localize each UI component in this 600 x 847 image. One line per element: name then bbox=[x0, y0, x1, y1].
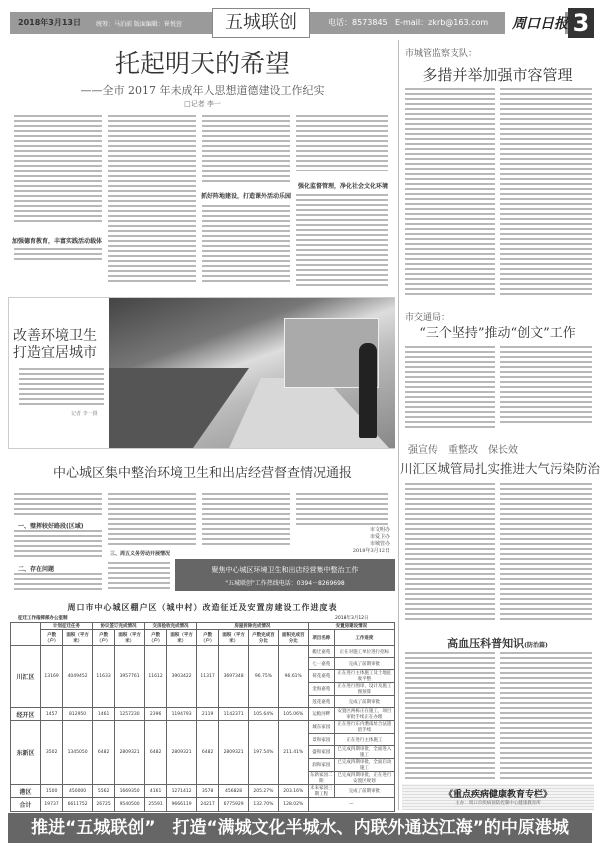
section-title: 五城联创 bbox=[212, 8, 310, 38]
value-cell: 11633 bbox=[93, 646, 115, 708]
value-cell: 4049452 bbox=[63, 646, 93, 708]
value-cell: 6775929 bbox=[219, 798, 249, 812]
subhead: 抓好阵地建设，打造课外活动乐园 bbox=[201, 193, 292, 200]
project-cell: 未来家园三期工程 bbox=[310, 786, 333, 797]
newspaper-logo: 周口日报 bbox=[512, 16, 568, 32]
health-title: 高血压科普知识 bbox=[447, 637, 525, 650]
article-body-text bbox=[500, 652, 592, 780]
progress-cell: 正在进行东内漕南址合法遗留手续 bbox=[334, 721, 394, 734]
project-cell: 运粮河畔 bbox=[308, 708, 334, 721]
value-cell: 6482 bbox=[93, 721, 115, 785]
health-headline bbox=[400, 635, 595, 651]
value-cell: 24217 bbox=[197, 798, 219, 812]
column-header: 户数（户） bbox=[93, 630, 115, 646]
photo-title-line: 改善环境卫生 bbox=[13, 328, 97, 344]
value-cell: 25591 bbox=[145, 798, 167, 812]
value-cell: 11317 bbox=[197, 646, 219, 708]
column-header: 面积（平方米） bbox=[63, 630, 93, 646]
value-cell: 2809321 bbox=[115, 721, 145, 785]
editors: 统筹：马泊前 版面编辑：崔悦萱 bbox=[96, 21, 182, 28]
value-cell: 205.27% bbox=[249, 785, 279, 798]
article-body-text bbox=[405, 652, 495, 780]
project-cell: 金海嘉苑 bbox=[308, 683, 334, 696]
column-header: 户数（户） bbox=[41, 630, 63, 646]
article-body-text bbox=[500, 483, 592, 621]
column-header: 项目名称 bbox=[308, 630, 334, 646]
value-cell: 1457 bbox=[41, 708, 63, 721]
article-body-text bbox=[405, 346, 495, 428]
article-body-text bbox=[405, 88, 495, 298]
subhead: 三、周五义务劳动开展情况 bbox=[110, 551, 171, 557]
value-cell: 13169 bbox=[41, 646, 63, 708]
byline: □记者 李一 bbox=[184, 100, 221, 108]
project-cell: 搬迁嘉苑 bbox=[308, 646, 334, 658]
subhead: 一、璧挥较好路段(区域) bbox=[18, 523, 84, 530]
signer: 市城管办 bbox=[369, 541, 390, 547]
photo-title bbox=[13, 328, 108, 362]
article-body-text bbox=[296, 194, 388, 289]
column-title: 《重点疾病健康教育专栏》 bbox=[443, 790, 552, 800]
value-cell: 9540500 bbox=[115, 798, 145, 812]
column-sponsor: 主办：周口市疾病预防控制中心健康教育所 bbox=[455, 801, 541, 806]
value-cell: 456828 bbox=[219, 785, 249, 798]
email: E-mail：zkrb@163.com bbox=[395, 18, 489, 27]
column-header: 工作进度 bbox=[334, 630, 394, 646]
column-header: 面积（平方米） bbox=[115, 630, 145, 646]
value-cell: 9666119 bbox=[167, 798, 197, 812]
article-kicker: 市交通局： bbox=[405, 313, 451, 323]
group-header: 安置房建设情况 bbox=[308, 623, 394, 630]
article-body-text bbox=[14, 115, 102, 225]
value-cell: 105.06% bbox=[278, 708, 308, 721]
table-row bbox=[11, 646, 395, 658]
signer: 市文明办 bbox=[369, 527, 390, 533]
subhead: 强化监督管理，净化社会文化环境 bbox=[298, 183, 389, 190]
subhead: 加强德育教育，丰富实践活动载体 bbox=[12, 238, 103, 245]
table-row bbox=[11, 798, 395, 812]
value-cell: 2119 bbox=[197, 708, 219, 721]
article-headline: 川汇区城管局扎实推进大气污染防治 bbox=[400, 461, 600, 476]
project-cell: 东新家园二期 bbox=[310, 773, 333, 784]
article-body-text bbox=[202, 493, 290, 545]
progress-cell: 完成了前期审批 bbox=[334, 696, 394, 708]
district-cell: 合计 bbox=[11, 798, 41, 812]
slogan-banner: 推进“五城联创” 打造“满城文化半城水、内联外通达江海”的中原港城 bbox=[8, 813, 592, 843]
progress-cell: 完成了前期审批 bbox=[334, 785, 394, 798]
table-title: 周口市中心城区棚户区（城中村）改造征迁及安置房建设工作进度表 bbox=[67, 602, 338, 612]
value-cell: 2809321 bbox=[167, 721, 197, 785]
page-number: 3 bbox=[568, 8, 594, 38]
progress-cell: 正在进行主体施工 bbox=[334, 734, 394, 746]
value-cell: 450000 bbox=[63, 785, 93, 798]
article-body-text bbox=[202, 205, 290, 285]
district-cell: 经开区 bbox=[11, 708, 41, 721]
table-row bbox=[11, 708, 395, 721]
article-kicker: 强宣传 重整改 保长效 bbox=[408, 445, 518, 456]
value-cell: 1271412 bbox=[167, 785, 197, 798]
value-cell: 197.54% bbox=[249, 721, 279, 785]
column-header: 面积（平方米） bbox=[219, 630, 249, 646]
project-cell: 城东家园 bbox=[308, 721, 334, 734]
article-body-text bbox=[202, 115, 290, 183]
progress-table bbox=[10, 622, 395, 812]
phone: 电话：8573845 bbox=[328, 18, 388, 27]
table-date: 2018年3月12日 bbox=[335, 616, 369, 621]
article-body-text bbox=[108, 493, 196, 545]
value-cell: 2809321 bbox=[219, 721, 249, 785]
progress-cell: 完成了前期审批 bbox=[334, 658, 394, 670]
value-cell: 2396 bbox=[145, 708, 167, 721]
article-body-text bbox=[14, 530, 102, 560]
progress-cell: 正在进行图审、设计及施工图预算 bbox=[334, 683, 394, 696]
project-cell: 七一嘉苑 bbox=[308, 658, 334, 670]
group-header: 交房验收完成情况 bbox=[145, 623, 197, 630]
value-cell: 3903422 bbox=[167, 646, 197, 708]
column-header: 户数（户） bbox=[197, 630, 219, 646]
hotline-box-title: 聚焦中心城区环境卫生和出店经营集中整治工作 bbox=[211, 566, 359, 574]
notice-headline: 中心城区集中整治环境卫生和出店经营督查情况通报 bbox=[52, 466, 352, 481]
district-cell: 川汇区 bbox=[11, 646, 41, 708]
progress-cell: 正在进行主体施工及土地征收平整 bbox=[334, 670, 394, 683]
column-header: 户数完成百分比 bbox=[249, 630, 279, 646]
article-headline: “三个坚持”推动“创文”工作 bbox=[419, 326, 576, 341]
value-cell: 1257230 bbox=[115, 708, 145, 721]
value-cell: 19737 bbox=[41, 798, 63, 812]
article-body-text bbox=[14, 573, 102, 593]
table-issuer: 征迁工作指挥部办公室制 bbox=[18, 616, 68, 621]
notice-date: 2018年3月12日 bbox=[352, 548, 390, 554]
value-cell: 5562 bbox=[93, 785, 115, 798]
project-cell: 莲花嘉苑 bbox=[308, 696, 334, 708]
column-header: 面积完成百分比 bbox=[278, 630, 308, 646]
article-headline: 多措并举加强市容管理 bbox=[422, 66, 573, 84]
value-cell: 1142371 bbox=[219, 708, 249, 721]
project-cell: 盛和家园 bbox=[308, 746, 334, 759]
article-body-text bbox=[296, 115, 388, 171]
caption-text bbox=[19, 368, 104, 408]
article-body-text bbox=[500, 346, 592, 426]
progress-cell: 已完成四期审批，全面启动施工 bbox=[334, 759, 394, 772]
group-header: 协议签订完成情况 bbox=[93, 623, 145, 630]
value-cell: 1194793 bbox=[167, 708, 197, 721]
article-body-text bbox=[296, 493, 388, 525]
value-cell: 4161 bbox=[145, 785, 167, 798]
value-cell: 128.02% bbox=[278, 798, 308, 812]
value-cell: 1345050 bbox=[63, 721, 93, 785]
value-cell: 26725 bbox=[93, 798, 115, 812]
progress-cell: 正在对施工单位进行招标 bbox=[334, 646, 394, 658]
value-cell: 3578 bbox=[197, 785, 219, 798]
district-cell: 东新区 bbox=[11, 721, 41, 785]
health-tag: (防治篇) bbox=[524, 642, 548, 649]
article-body-text bbox=[108, 562, 170, 592]
district-cell: 港区 bbox=[11, 785, 41, 798]
value-cell: 1461 bbox=[93, 708, 115, 721]
value-cell: 6482 bbox=[197, 721, 219, 785]
value-cell: 1669350 bbox=[115, 785, 145, 798]
table-row bbox=[11, 785, 395, 798]
value-cell: 3957761 bbox=[115, 646, 145, 708]
article-body-text bbox=[500, 88, 592, 298]
value-cell: 211.41% bbox=[278, 721, 308, 785]
article-body-text bbox=[108, 115, 196, 285]
column-header: 户数（户） bbox=[145, 630, 167, 646]
signer: 市爱卫办 bbox=[369, 534, 390, 540]
value-cell: 105.64% bbox=[249, 708, 279, 721]
value-cell: 96.61% bbox=[278, 646, 308, 708]
main-subtitle: ——全市 2017 年未成年人思想道德建设工作纪实 bbox=[80, 84, 325, 97]
value-cell: 812950 bbox=[63, 708, 93, 721]
health-column-box bbox=[402, 784, 594, 810]
article-kicker: 市城管监察支队： bbox=[405, 49, 478, 59]
value-cell: 96.75% bbox=[249, 646, 279, 708]
street-photo bbox=[109, 298, 395, 448]
main-headline: 托起明天的希望 bbox=[114, 49, 290, 78]
issue-date: 2018年3月13日 bbox=[18, 18, 81, 27]
value-cell: 6482 bbox=[145, 721, 167, 785]
progress-cell: 安置区两栋正在施工，项目审批手续正在办理 bbox=[334, 708, 394, 721]
progress-cell: 已完成四期审批，正在进行安置区规划 bbox=[334, 772, 394, 785]
project-cell: 荷花嘉苑 bbox=[308, 670, 334, 683]
value-cell: 1500 bbox=[41, 785, 63, 798]
progress-cell: 已完成四期审批，全面进入施工 bbox=[334, 746, 394, 759]
table-row bbox=[11, 721, 395, 734]
value-cell: 11612 bbox=[145, 646, 167, 708]
project-cell: 景和家园 bbox=[308, 734, 334, 746]
hotline-box bbox=[175, 559, 395, 591]
signers bbox=[340, 527, 390, 555]
hotline-number: "五城联创"工作热线电话：0394－8269698 bbox=[225, 580, 345, 587]
value-cell: 132.70% bbox=[249, 798, 279, 812]
column-header: 面积（平方米） bbox=[167, 630, 197, 646]
value-cell: 6611752 bbox=[63, 798, 93, 812]
photo-credit: 记者 李一摄 bbox=[71, 411, 98, 417]
photo-title-line: 打造宜居城市 bbox=[13, 345, 97, 361]
project-cell: — bbox=[308, 798, 394, 812]
value-cell: 203.16% bbox=[278, 785, 308, 798]
group-header: 房屋拆除完成情况 bbox=[197, 623, 309, 630]
value-cell: 3502 bbox=[41, 721, 63, 785]
article-body-text bbox=[14, 493, 102, 517]
photo-feature bbox=[8, 297, 395, 449]
article-body-text bbox=[405, 483, 495, 621]
project-cell: 润和家园 bbox=[308, 759, 334, 772]
value-cell: 3697348 bbox=[219, 646, 249, 708]
group-header: 计划征迁任务 bbox=[41, 623, 93, 630]
article-body-text bbox=[14, 248, 102, 260]
subhead: 二、存在问题 bbox=[18, 566, 55, 573]
